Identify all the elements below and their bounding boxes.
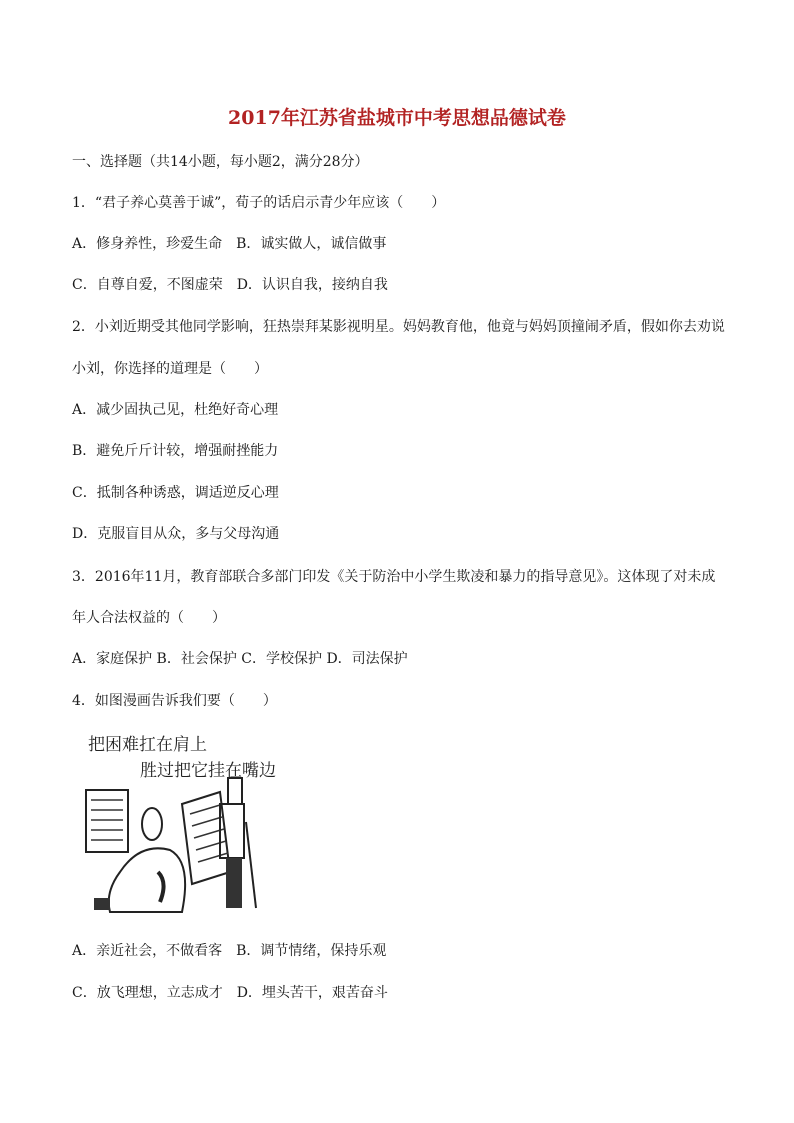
question-1-options-ab: A．修身养性，珍爱生命 B．诚实做人，诚信做事 — [72, 236, 387, 252]
cartoon-image — [80, 722, 290, 920]
section-heading: 一、选择题（共14小题，每小题2，满分28分） — [72, 154, 369, 170]
exam-title: 2017年江苏省盐城市中考思想品德试卷 — [228, 107, 566, 129]
question-3-line-2: 年人合法权益的（ ） — [72, 610, 226, 626]
question-2-line-2: 小刘，你选择的道理是（ ） — [72, 361, 268, 377]
question-3-options: A．家庭保护 B．社会保护 C．学校保护 D．司法保护 — [72, 651, 408, 667]
question-2-line-1: 2．小刘近期受其他同学影响，狂热崇拜某影视明星。妈妈教育他，他竟与妈妈顶撞闹矛盾，假如你去劝说 — [72, 319, 725, 335]
question-4-options-cd: C．放飞理想，立志成才 D．埋头苦干，艰苦奋斗 — [72, 985, 388, 1001]
question-4: 4．如图漫画告诉我们要（ ） — [72, 693, 277, 709]
speech-board — [86, 790, 128, 852]
question-1-options-cd: C．自尊自爱，不图虚荣 D．认识自我，接纳自我 — [72, 277, 388, 293]
question-3-line-1: 3．2016年11月，教育部联合多部门印发《关于防治中小学生欺凌和暴力的指导意见》。这体现了对未成 — [72, 569, 716, 585]
question-2-option-b: B．避免斤斤计较，增强耐挫能力 — [72, 443, 279, 459]
cartoon-caption-line-2: 胜过把它挂在嘴边 — [140, 761, 276, 781]
question-2-option-d: D．克服盲目从众，多与父母沟通 — [72, 526, 280, 542]
cartoon-caption-line-1: 把困难扛在肩上 — [88, 735, 207, 755]
question-2-option-a: A．减少固执己见，杜绝好奇心理 — [72, 402, 279, 418]
carrying-figure — [182, 778, 256, 908]
talking-figure — [94, 808, 185, 912]
question-1: 1．“君子养心莫善于诚”，荀子的话启示青少年应该（ ） — [72, 195, 446, 211]
question-2-option-c: C．抵制各种诱惑，调适逆反心理 — [72, 485, 279, 501]
question-4-options-ab: A．亲近社会，不做看客 B．调节情绪，保持乐观 — [72, 943, 387, 959]
